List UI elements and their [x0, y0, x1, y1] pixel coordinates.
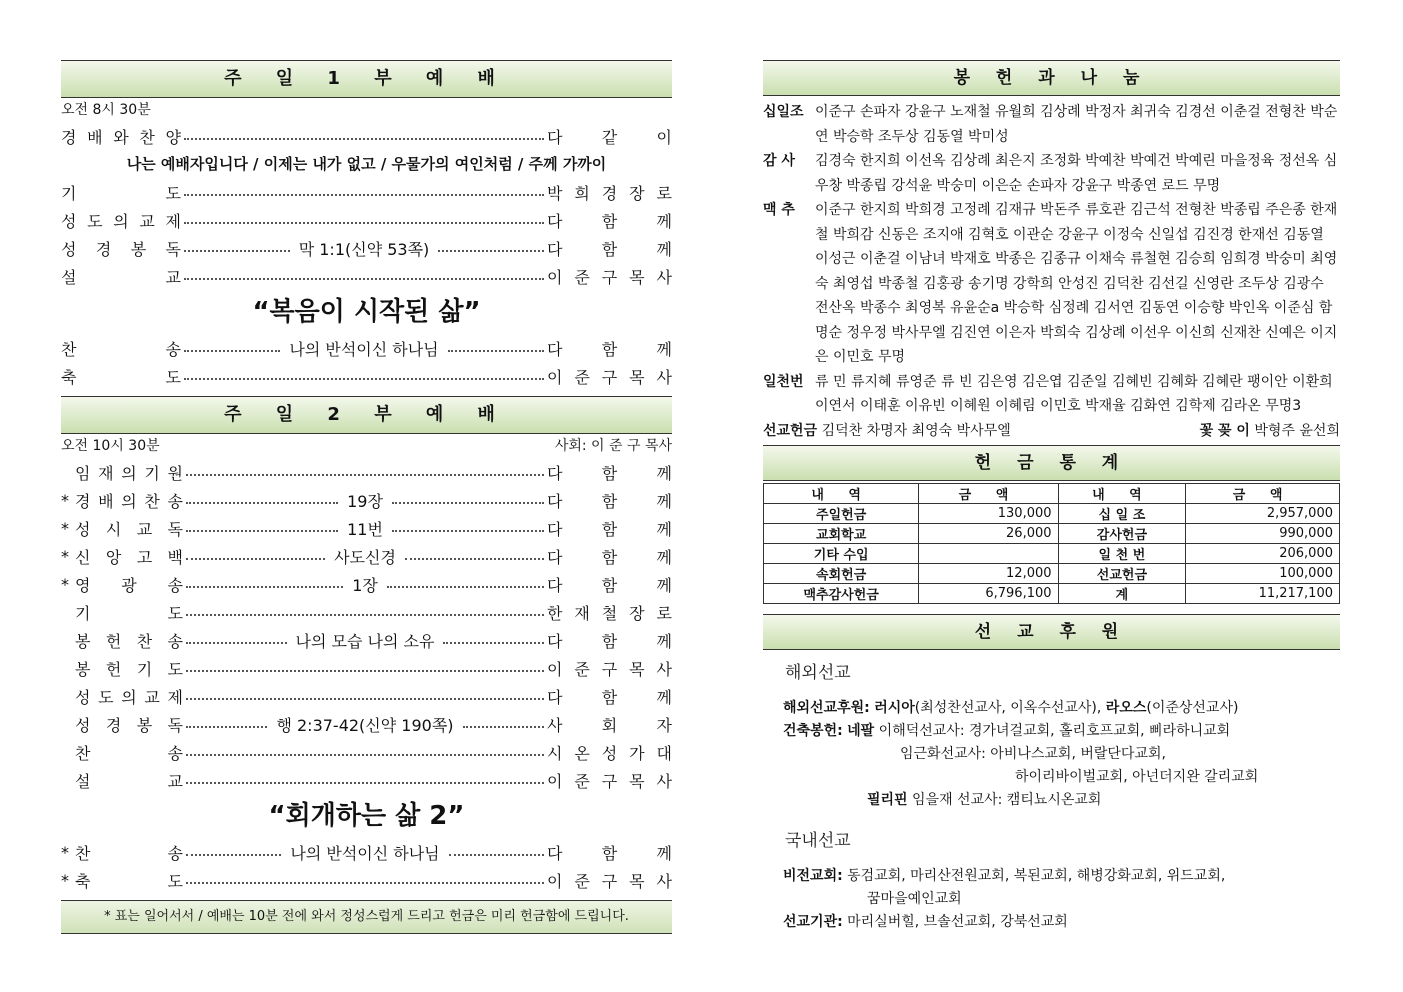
- order-leader: 다 함 께: [547, 843, 672, 863]
- order-detail: 사도신경: [334, 547, 396, 567]
- order-row: [61, 362, 672, 390]
- stats-header-cell: 금 액: [1186, 483, 1340, 503]
- stats-item-cell: 맥추감사헌금: [764, 583, 919, 603]
- service2-host: 사회: 이 준 구 목사: [554, 438, 672, 454]
- order-label: 경 배 의 찬 송: [75, 491, 183, 511]
- leader-dots: [186, 642, 287, 644]
- leader-dots: [463, 726, 544, 728]
- overseas-heading: 해외선교: [785, 662, 851, 683]
- order-row: [61, 486, 672, 514]
- stand-mark: *: [61, 842, 69, 862]
- service2-sermon-title: “회개하는 삶 2”: [268, 801, 465, 831]
- order-detail: 막 1:1(신약 53쪽): [298, 239, 430, 259]
- order-row: [61, 866, 672, 894]
- stats-row: [764, 543, 1340, 563]
- service1-order: [61, 122, 672, 290]
- offering-group-label: 맥 추: [763, 202, 795, 218]
- service2-time: 오전 10시 30분: [61, 438, 160, 454]
- stats-item-cell: 선교헌금: [1058, 563, 1186, 583]
- order-label: 찬 송: [75, 743, 183, 763]
- leader-dots: [186, 530, 338, 532]
- right-column: [763, 60, 1340, 934]
- domestic-list: [763, 865, 1340, 934]
- leader-dots: [405, 558, 544, 560]
- service2-order-after: [61, 838, 672, 894]
- stats-amount-cell: 2,957,000: [1186, 503, 1340, 523]
- order-row: [61, 626, 672, 654]
- leader-dots: [186, 586, 343, 588]
- order-leader: 시 온 성 가 대: [547, 743, 672, 763]
- leader-dots: [184, 378, 544, 380]
- line-country: 네팔: [847, 722, 875, 739]
- offering-group-names: 이준구 한지희 박희경 고정례 김재규 박돈주 류호관 김근석 전형찬 박종립 주은종 한재철 박희감 신동은 조지애 김혁호 이관순 강윤구 이정숙 신일섭 김진경 한재선 김동열 이성근 이춘걸 이남녀 박재호 박종은 김종규 이채숙 류철현 김승희 임희경 박숭미 최영숙 최영섭 박종철 김홍광 송기명 강학희 안성진 김덕찬 김선길 신영란 조두상 김광수 전산옥 박종수 최영복 유윤순a 박승학 심정례 김서연 김동연 이승향 박인옥 이준심 함명순 정우정 박사무엘 김진연 이은자 박희숙 김상례 이선우 이신희 신재찬 신예은 이지은 이민호 무명: [815, 202, 1338, 365]
- leader-dots: [448, 350, 544, 352]
- leader-dots: [184, 250, 290, 252]
- offering-group: [763, 370, 1340, 419]
- order-row: [61, 682, 672, 710]
- stats-amount-cell: 130,000: [919, 503, 1058, 523]
- stats-item-cell: 십 일 조: [1058, 503, 1186, 523]
- leader-dots: [186, 782, 544, 784]
- stats-amount-cell: 100,000: [1186, 563, 1340, 583]
- leader-dots: [392, 530, 544, 532]
- offering-group-label: 십일조: [763, 104, 804, 120]
- order-row: [61, 122, 672, 150]
- order-label: 성 도 의 교 제: [61, 211, 181, 231]
- order-leader: 이 준 구 목 사: [547, 659, 672, 679]
- mission-flower-row: [763, 419, 1340, 443]
- order-detail: 행 2:37-42(신약 190쪽): [276, 715, 454, 735]
- stats-amount-cell: 26,000: [919, 523, 1058, 543]
- line-label: 건축봉헌:: [783, 722, 843, 739]
- stats-header-cell: 내 역: [1058, 483, 1186, 503]
- order-detail: 1장: [352, 575, 378, 595]
- order-row: [61, 178, 672, 206]
- order-row: [61, 570, 672, 598]
- mission-agency-text: 마리실버힐, 브솔선교회, 강북선교회: [847, 913, 1068, 930]
- order-label: 설 교: [61, 267, 181, 287]
- offering-group-names: 김경숙 한지희 이선옥 김상례 최은지 조정화 박예찬 박예건 박예린 마을정육 정선옥 심우창 박종립 강석윤 박숭미 이은순 손파자 강윤구 박종연 로드 무명: [815, 153, 1338, 194]
- vision-church-label: 비전교회:: [783, 867, 843, 884]
- order-leader: 다 같 이: [547, 127, 672, 147]
- order-label: 기 도: [75, 603, 183, 623]
- praise-songs: 나는 예배자입니다 / 이제는 내가 없고 / 우물가의 여인처럼 / 주께 가까이: [126, 155, 607, 173]
- service1-order-after: [61, 334, 672, 390]
- stats-amount-cell: 11,217,100: [1186, 583, 1340, 603]
- service2-header: 주 일 2 부 예 배: [61, 396, 672, 434]
- mission-offering-names: 김덕찬 차명자 최영숙 박사무엘: [821, 422, 1011, 439]
- line-text: 이해덕선교사: 경가녀걸교회, 홀리호프교회, 삐라하니교회: [874, 722, 1231, 739]
- offering-group-names: 류 민 류지혜 류영준 류 빈 김은영 김은엽 김준일 김혜빈 김혜화 김혜란 팽이안 이환희 이연서 이태훈 이유빈 이혜원 이혜림 이민호 박재율 김화연 김학제 김라온 무명3: [815, 373, 1333, 414]
- order-leader: 다 함 께: [547, 491, 673, 511]
- leader-dots: [438, 250, 544, 252]
- leader-dots: [184, 278, 544, 280]
- offering-group-label: 일천번: [763, 373, 804, 390]
- order-leader: 다 함 께: [547, 519, 673, 539]
- offering-group: [763, 198, 1340, 370]
- mission-offering-label: 선교헌금: [763, 422, 818, 439]
- line-text: (최성찬선교사, 이옥수선교사),: [914, 699, 1106, 716]
- service2-meta: [61, 434, 672, 458]
- order-leader: 다 함 께: [547, 547, 673, 567]
- service2-order: [61, 458, 672, 794]
- stats-item-cell: 주일헌금: [764, 503, 919, 523]
- order-row: [61, 334, 672, 362]
- overseas-cont-1: 임근화선교사: 아비나스교회, 버랄단다교회,: [900, 745, 1166, 762]
- order-leader: 이 준 구 목 사: [547, 871, 672, 891]
- leader-dots: [186, 854, 281, 856]
- leader-dots: [186, 726, 267, 728]
- missions-header: 선 교 후 원: [763, 614, 1340, 650]
- stats-header-cell: 내 역: [764, 483, 919, 503]
- line-country: 러시아: [874, 699, 915, 716]
- overseas-line: [783, 697, 1340, 720]
- order-row: [61, 206, 672, 234]
- order-row: [61, 738, 672, 766]
- order-leader: 한 재 철 장 로: [547, 603, 672, 623]
- order-label: 축 도: [75, 871, 183, 891]
- order-label: 신 앙 고 백: [75, 547, 183, 567]
- mission-agency-label: 선교기관:: [783, 913, 843, 930]
- philippines-label: 필리핀: [867, 791, 908, 808]
- order-leader: 이 준 구 목 사: [547, 771, 672, 791]
- order-label: 성 경 봉 독: [75, 715, 183, 735]
- leader-dots: [184, 350, 280, 352]
- leader-dots: [449, 854, 544, 856]
- line-label: 해외선교후원:: [783, 699, 870, 716]
- stats-item-cell: 감사헌금: [1058, 523, 1186, 543]
- leader-dots: [184, 138, 544, 140]
- order-label: 영 광 송: [75, 575, 183, 595]
- stats-amount-cell: 990,000: [1186, 523, 1340, 543]
- line-text: (이준상선교사): [1146, 699, 1239, 716]
- order-label: 봉 헌 기 도: [75, 659, 183, 679]
- order-label: 설 교: [75, 771, 183, 791]
- offering-group: [763, 100, 1340, 149]
- order-leader: 다 함 께: [547, 211, 672, 231]
- offering-group-label: 감 사: [763, 153, 795, 169]
- stand-mark: *: [61, 490, 69, 510]
- order-leader: 다 함 께: [547, 463, 672, 483]
- stats-item-cell: 속회헌금: [764, 563, 919, 583]
- order-label: 경 배 와 찬 양: [61, 127, 181, 147]
- stats-amount-cell: 12,000: [919, 563, 1058, 583]
- leader-dots: [186, 474, 544, 476]
- order-label: 기 도: [61, 183, 181, 203]
- leader-dots: [186, 558, 325, 560]
- leader-dots: [186, 614, 544, 616]
- leader-dots: [184, 194, 544, 196]
- order-row: [61, 654, 672, 682]
- order-detail: 11번: [347, 519, 383, 539]
- overseas-line: [783, 720, 1340, 743]
- service1-sermon-title: “복음이 시작된 삶”: [252, 297, 481, 327]
- offering-group: [763, 149, 1340, 198]
- order-row: [61, 514, 672, 542]
- leader-dots: [186, 502, 338, 504]
- service1-time: 오전 8시 30분: [61, 102, 151, 118]
- order-row: [61, 710, 672, 738]
- leader-dots: [443, 642, 544, 644]
- stats-amount-cell: 6,796,100: [919, 583, 1058, 603]
- stats-item-cell: 계: [1058, 583, 1186, 603]
- order-label: 성 시 교 독: [75, 519, 183, 539]
- order-leader: 다 함 께: [547, 575, 673, 595]
- flower-names: 박형주 윤선희: [1254, 422, 1340, 439]
- overseas-cont-2: 하이리바이벌교회, 아넌더지완 갈리교회: [1015, 768, 1259, 785]
- leader-dots: [184, 222, 544, 224]
- left-column: [61, 60, 672, 934]
- leader-dots: [186, 698, 544, 700]
- leader-dots: [186, 882, 544, 884]
- leader-dots: [186, 754, 544, 756]
- order-leader: 이 준 구 목 사: [547, 367, 672, 387]
- stand-mark: *: [61, 518, 69, 538]
- service1-header: 주 일 1 부 예 배: [61, 60, 672, 98]
- stand-mark: *: [61, 546, 69, 566]
- flower-label: 꽃 꽂 이: [1199, 422, 1250, 439]
- order-detail: 나의 반석이신 하나님: [289, 339, 439, 359]
- stand-mark: *: [61, 870, 69, 890]
- order-detail: 나의 반석이신 하나님: [290, 843, 440, 863]
- offering-groups: [763, 100, 1340, 419]
- philippines-text: 임을재 선교사: 캠티뇨시온교회: [912, 791, 1102, 808]
- order-label: 성 도 의 교 제: [75, 687, 183, 707]
- order-label: 찬 송: [61, 339, 181, 359]
- domestic-heading: 국내선교: [785, 830, 851, 851]
- stats-item-cell: 기타 수입: [764, 543, 919, 563]
- line-country: 라오스: [1105, 699, 1147, 716]
- order-detail: 19장: [347, 491, 383, 511]
- order-row: [61, 458, 672, 486]
- order-label: 봉 헌 찬 송: [75, 631, 183, 651]
- order-leader: 박 희 경 장 로: [547, 183, 672, 203]
- leader-dots: [387, 586, 544, 588]
- order-leader: 이 준 구 목 사: [547, 267, 672, 287]
- order-label: 임 재 의 기 원: [75, 463, 183, 483]
- stats-row: [764, 523, 1340, 543]
- order-row: [61, 542, 672, 570]
- stand-mark: *: [61, 574, 69, 594]
- leader-dots: [186, 670, 544, 672]
- vision-church-text-2: 꿈마을예인교회: [867, 890, 962, 907]
- order-detail: 나의 모습 나의 소유: [295, 631, 435, 651]
- order-label: 성 경 봉 독: [61, 239, 181, 259]
- order-leader: 다 함 께: [547, 239, 672, 259]
- order-label: 축 도: [61, 367, 181, 387]
- order-row: [61, 838, 672, 866]
- order-row: [61, 766, 672, 794]
- order-leader: 다 함 께: [547, 631, 672, 651]
- leader-dots: [392, 502, 544, 504]
- offering-group-names: 이준구 손파자 강윤구 노재철 유월희 김상례 박정자 최귀숙 김경선 이춘걸 전형찬 박순연 박승학 조두상 김동열 박미성: [815, 104, 1338, 145]
- order-leader: 다 함 께: [547, 339, 672, 359]
- stats-amount-cell: [919, 543, 1058, 563]
- order-row: [61, 262, 672, 290]
- stats-header: 헌 금 통 계: [763, 445, 1340, 481]
- order-row: [61, 234, 672, 262]
- order-leader: 다 함 께: [547, 687, 672, 707]
- offering-header: 봉 헌 과 나 눔: [763, 60, 1340, 96]
- vision-church-text: 동검교회, 마리산전원교회, 복된교회, 해병강화교회, 위드교회,: [847, 867, 1226, 884]
- stats-item-cell: 교회학교: [764, 523, 919, 543]
- service-footnote: * 표는 일어서서 / 예배는 10분 전에 와서 정성스럽게 드리고 헌금은 미리 헌금함에 드립니다.: [61, 900, 672, 934]
- stats-row: [764, 563, 1340, 583]
- order-leader: 사 회 자: [547, 715, 672, 735]
- stats-amount-cell: 206,000: [1186, 543, 1340, 563]
- order-label: 찬 송: [75, 843, 183, 863]
- overseas-list: [763, 697, 1340, 812]
- stats-item-cell: 일 천 번: [1058, 543, 1186, 563]
- stats-row: [764, 503, 1340, 523]
- stats-header-cell: 금 액: [919, 483, 1058, 503]
- stats-row: [764, 583, 1340, 603]
- order-row: [61, 598, 672, 626]
- offering-stats-table: [763, 483, 1340, 604]
